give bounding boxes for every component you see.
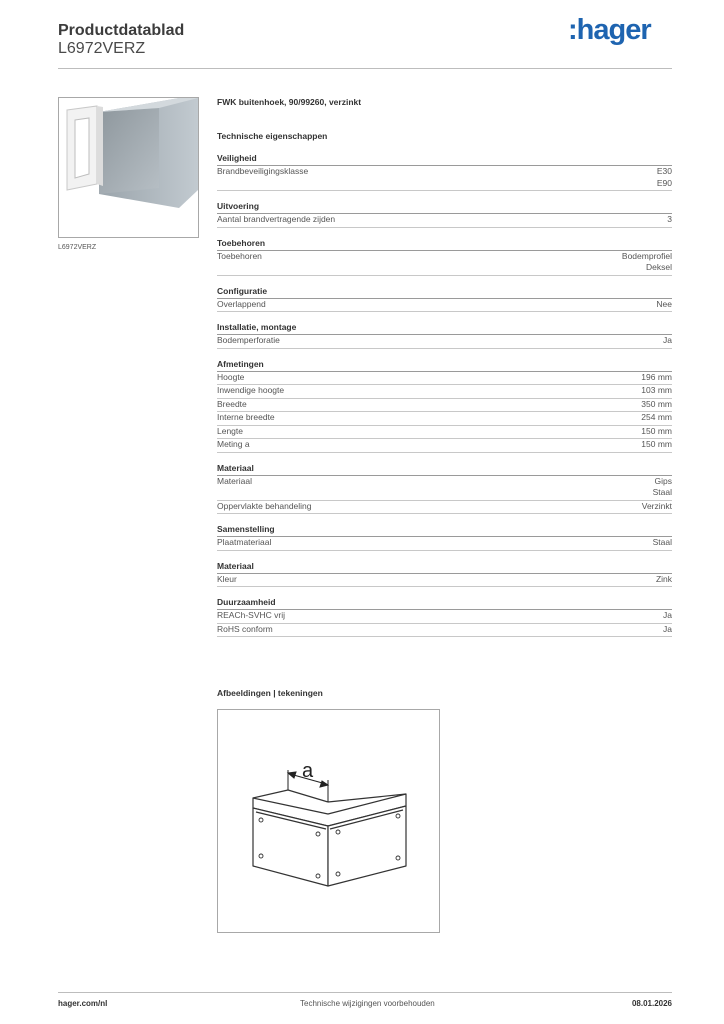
spec-row xyxy=(217,439,672,453)
spec-value: 150 mm xyxy=(641,439,672,449)
dimension-a-label: a xyxy=(302,760,314,782)
spec-values xyxy=(622,251,672,274)
spec-values xyxy=(641,385,672,397)
spec-value: Ja xyxy=(663,623,672,634)
spec-label: Toebehoren xyxy=(217,250,262,261)
spec-row xyxy=(217,412,672,426)
spec-section xyxy=(217,320,672,349)
spec-section xyxy=(217,284,672,313)
spec-row xyxy=(217,501,672,515)
spec-row xyxy=(217,574,672,588)
spec-label: Overlappend xyxy=(217,298,266,309)
spec-row xyxy=(217,335,672,349)
footer-disclaimer: Technische wijzigingen voorbehouden xyxy=(300,999,435,1008)
footer-divider xyxy=(58,992,672,993)
header-divider xyxy=(58,68,672,69)
page-title: Productdatablad xyxy=(58,22,185,39)
spec-values xyxy=(641,426,672,438)
product-image xyxy=(58,97,199,238)
spec-value: Ja xyxy=(663,610,672,620)
spec-label: Brandbeveiligingsklasse xyxy=(217,166,309,176)
spec-label: Plaatmateriaal xyxy=(217,537,272,547)
spec-label: RoHS conform xyxy=(217,623,273,634)
spec-value: E90 xyxy=(656,177,672,188)
spec-row xyxy=(217,624,672,638)
spec-label: Materiaal xyxy=(217,475,252,486)
spec-value: Bodemprofiel xyxy=(621,250,672,261)
footer-website-link[interactable]: hager.com/nl xyxy=(58,999,108,1008)
spec-value: E30 xyxy=(656,166,672,176)
spec-label: Breedte xyxy=(217,398,247,409)
spec-label: Bodemperforatie xyxy=(217,335,280,345)
spec-label: Kleur xyxy=(217,573,237,584)
product-image-caption: L6972VERZ xyxy=(58,244,97,251)
spec-sections xyxy=(217,151,672,637)
section-heading: Veiligheid xyxy=(217,151,672,166)
spec-values xyxy=(667,214,672,226)
spec-value: Nee xyxy=(656,298,672,309)
spec-value: 3 xyxy=(667,214,672,224)
spec-values xyxy=(641,399,672,411)
spec-column xyxy=(217,95,672,645)
spec-values xyxy=(653,476,672,499)
product-code: L6972VERZ xyxy=(58,40,146,57)
spec-label: Lengte xyxy=(217,425,243,436)
spec-row xyxy=(217,166,672,191)
section-heading: Materiaal xyxy=(217,559,672,574)
product-title: FWK buitenhoek, 90/99260, verzinkt xyxy=(217,97,362,107)
spec-values xyxy=(641,412,672,424)
spec-row xyxy=(217,299,672,313)
spec-values xyxy=(642,501,672,513)
spec-section xyxy=(217,461,672,515)
spec-label: Meting a xyxy=(217,439,250,449)
dimension-drawing xyxy=(217,709,440,933)
section-heading: Samenstelling xyxy=(217,522,672,537)
drawings-title: Afbeeldingen | tekeningen xyxy=(217,688,323,698)
spec-section xyxy=(217,199,672,228)
spec-section xyxy=(217,236,672,276)
section-heading: Afmetingen xyxy=(217,357,672,372)
spec-values xyxy=(663,624,672,636)
spec-section xyxy=(217,357,672,453)
spec-value: 350 mm xyxy=(641,398,672,409)
spec-label: REACh-SVHC vrij xyxy=(217,610,286,620)
spec-value: Staal xyxy=(652,487,672,497)
spec-values xyxy=(656,574,672,586)
spec-row xyxy=(217,476,672,501)
spec-value: 150 mm xyxy=(641,425,672,436)
spec-value: Zink xyxy=(655,573,672,584)
spec-row xyxy=(217,610,672,624)
spec-label: Inwendige hoogte xyxy=(217,385,285,395)
footer-date: 08.01.2026 xyxy=(631,999,672,1008)
spec-section xyxy=(217,522,672,551)
section-heading: Uitvoering xyxy=(217,199,672,214)
hager-logo[interactable]: :hager xyxy=(568,14,651,46)
spec-values xyxy=(641,439,672,451)
spec-row xyxy=(217,399,672,413)
section-heading: Installatie, montage xyxy=(217,320,672,335)
section-heading: Toebehoren xyxy=(217,236,672,251)
spec-values xyxy=(663,335,672,347)
spec-value: 254 mm xyxy=(641,412,672,422)
spec-row xyxy=(217,214,672,228)
spec-values xyxy=(641,372,672,384)
spec-section xyxy=(217,151,672,191)
section-heading: Duurzaamheid xyxy=(217,595,672,610)
tech-heading: Technische eigenschappen xyxy=(217,131,328,141)
spec-values xyxy=(656,299,672,311)
spec-label: Hoogte xyxy=(217,371,245,382)
spec-value: 103 mm xyxy=(641,385,672,395)
spec-value: Deksel xyxy=(646,262,672,272)
spec-section xyxy=(217,559,672,588)
spec-section xyxy=(217,595,672,637)
spec-row xyxy=(217,537,672,551)
spec-row xyxy=(217,372,672,386)
spec-row xyxy=(217,426,672,440)
section-heading: Materiaal xyxy=(217,461,672,476)
section-heading: Configuratie xyxy=(217,284,672,299)
spec-value: Verzinkt xyxy=(641,500,672,511)
spec-value: Ja xyxy=(663,335,672,345)
spec-values xyxy=(653,537,672,549)
spec-label: Interne breedte xyxy=(217,412,275,422)
spec-values xyxy=(663,610,672,622)
spec-value: Gips xyxy=(654,475,672,486)
spec-values xyxy=(657,166,672,189)
spec-label: Aantal brandvertragende zijden xyxy=(217,214,336,224)
spec-row xyxy=(217,385,672,399)
spec-value: 196 mm xyxy=(641,371,672,382)
spec-label: Oppervlakte behandeling xyxy=(217,500,312,511)
spec-value: Staal xyxy=(652,537,672,547)
spec-row xyxy=(217,251,672,276)
